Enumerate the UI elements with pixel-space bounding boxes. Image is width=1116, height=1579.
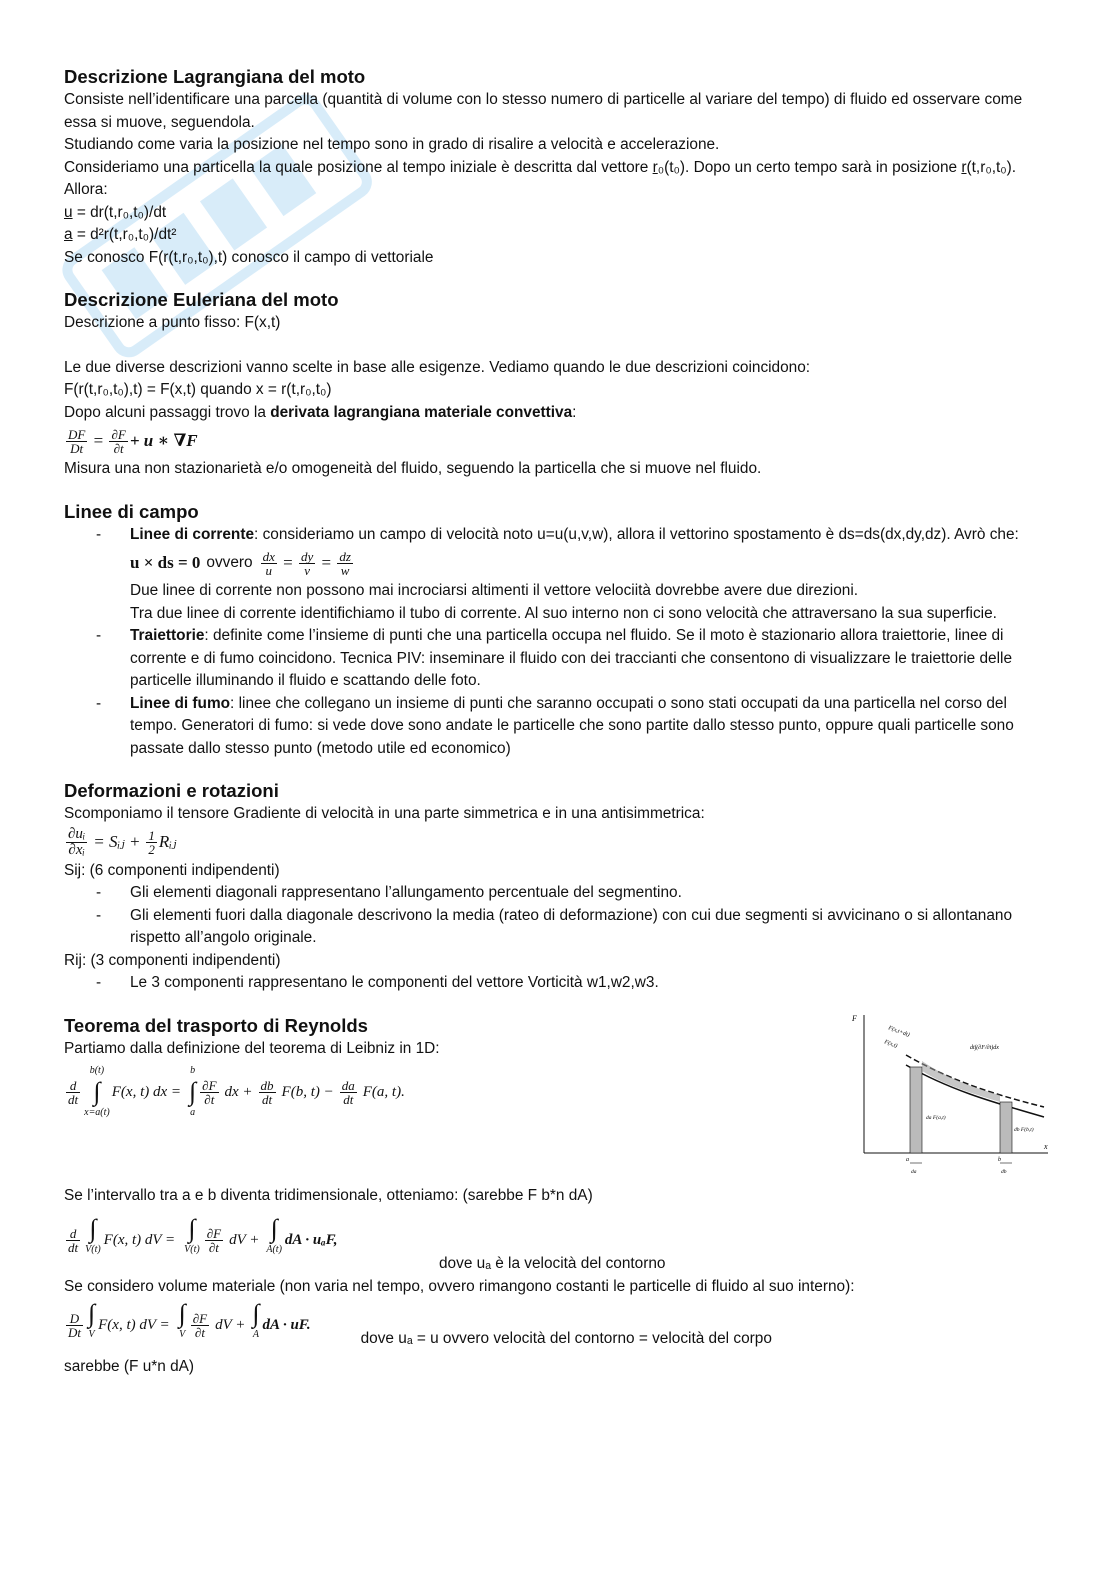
text: db xyxy=(260,1077,274,1093)
bullet-dash: - xyxy=(96,694,102,712)
text: da xyxy=(341,1077,355,1093)
fraction xyxy=(299,550,315,577)
paragraph: Scomponiamo il tensore Gradiente di velocità in una parte simmetrica e in una antisimmetrica: xyxy=(64,805,705,822)
label-f-t-dt: F(x,t+dt) xyxy=(887,1024,911,1038)
fraction xyxy=(340,1079,357,1106)
section-title: Descrizione Lagrangiana del moto xyxy=(64,66,366,87)
section-title: Descrizione Euleriana del moto xyxy=(64,289,339,310)
text: DF xyxy=(68,426,86,442)
integral xyxy=(85,1213,101,1262)
list-item xyxy=(96,625,1054,693)
text: ∂uᵢ xyxy=(68,826,86,842)
label-a: a xyxy=(906,1156,909,1163)
text: Consideriamo una particella la quale posizione al tempo iniziale è descritta dal vettore xyxy=(64,158,653,176)
acceleration-formula xyxy=(64,224,1054,247)
text: dx xyxy=(262,548,275,564)
text: Dopo alcuni passaggi trovo la xyxy=(64,403,271,421)
text: dA · uF. xyxy=(262,1316,311,1333)
fraction xyxy=(191,1312,209,1339)
text: ∂F xyxy=(202,1077,217,1093)
section-deformations xyxy=(64,778,1054,995)
spacer xyxy=(64,335,1054,357)
integral-sign: ∫ xyxy=(88,1298,96,1328)
list-item xyxy=(96,905,1054,950)
velocity-formula xyxy=(64,202,1054,225)
text: dz xyxy=(339,548,351,564)
text: x=a(t) xyxy=(84,1107,110,1118)
section-reynolds xyxy=(64,1013,1054,1379)
section-title: Deformazioni e rotazioni xyxy=(64,780,279,801)
section-title: Linee di campo xyxy=(64,500,199,522)
integral-sign: ∫ xyxy=(252,1298,260,1328)
material-volume-row xyxy=(64,1298,1054,1352)
text: w xyxy=(340,562,350,578)
fraction xyxy=(66,1227,80,1254)
text: a xyxy=(64,226,73,243)
text: ∂F xyxy=(192,1310,208,1326)
text: V xyxy=(88,1328,95,1340)
integral xyxy=(189,1060,196,1125)
text: Traiettorie xyxy=(130,627,205,644)
text: = Sᵢⱼ + xyxy=(93,832,141,852)
text: derivata lagrangiana materiale convettiva xyxy=(270,403,573,421)
paragraph: sarebbe (F u*n dA) xyxy=(64,1358,195,1375)
text: : linee che collegano un insieme di punti che saranno occupati o sono stati occupati da una particella nel corso del tempo. Generatori di fumo: si vede dove sono andate le particelle che sono partite dallo stesso punto, oppure quali particelle sono passate dallo stesso punto (metodo utile ed economico) xyxy=(130,694,1014,757)
label-da-width: da xyxy=(911,1168,917,1175)
text: u × ds = 0 xyxy=(130,552,201,572)
paragraph: Sij: (6 componenti indipendenti) xyxy=(64,861,280,879)
text: D xyxy=(66,1312,83,1326)
text: dt xyxy=(68,1091,79,1107)
paragraph: dove uₐ è la velocità del contorno xyxy=(439,1255,666,1272)
label-db-width: db xyxy=(1001,1168,1007,1175)
text: ∂xᵢ xyxy=(68,842,85,858)
paragraph: Due linee di corrente non possono mai incrociarsi altimenti il vettore velociità dovrebbe avere due direzioni. xyxy=(130,582,859,599)
integral xyxy=(178,1298,186,1347)
text: ∂F xyxy=(111,426,126,442)
text: V(t) xyxy=(184,1243,200,1255)
strip-b xyxy=(1000,1102,1012,1153)
bullet-list xyxy=(96,524,1054,761)
fraction xyxy=(66,1312,83,1339)
label-b: b xyxy=(998,1156,1001,1163)
paragraph: Tra due linee di corrente identifichiamo il tubo di corrente. Al suo interno non ci sono velocità che attraversano la sua superficie. xyxy=(130,604,997,622)
list-item xyxy=(96,693,1054,761)
text: r xyxy=(961,158,967,176)
fraction xyxy=(261,550,277,577)
paragraph xyxy=(130,524,1054,547)
bullet-list xyxy=(96,972,1054,995)
integral-sign: ∫ xyxy=(189,1077,197,1106)
fraction xyxy=(66,428,87,455)
streamline-equation xyxy=(130,546,1054,580)
material-derivative-equation xyxy=(64,424,1054,458)
text: Dt xyxy=(68,1324,81,1340)
y-axis-label: F xyxy=(852,1013,857,1023)
text: ∂F xyxy=(206,1225,222,1241)
text: = xyxy=(89,430,108,450)
paragraph: Studiando come varia la posizione nel tempo sono in grado di risalire a velocità e accelerazione. xyxy=(64,136,720,153)
paragraph: Partiamo dalla definizione del teorema di Leibniz in 1D: xyxy=(64,1039,440,1057)
list-item xyxy=(96,972,1054,995)
fraction xyxy=(337,550,353,577)
text: = d²r(t,r₀,t₀)/dt² xyxy=(72,226,177,243)
text: dV + xyxy=(229,1231,260,1248)
text: b xyxy=(190,1064,196,1076)
text: ∂t xyxy=(208,1239,219,1255)
list-item-text xyxy=(130,693,1054,761)
text: ∂t xyxy=(204,1091,215,1107)
text: V xyxy=(179,1328,186,1340)
text: ∂t xyxy=(113,440,124,456)
paragraph: Se l’intervallo tra a e b diventa tridimensionale, otteniamo: (sarebbe F b*n dA) xyxy=(64,1186,593,1204)
fraction xyxy=(200,1079,218,1106)
fraction xyxy=(66,827,87,858)
list-item-text: Gli elementi diagonali rappresentano l’allungamento percentuale del segmentino. xyxy=(130,884,682,901)
section-eulerian xyxy=(64,287,1054,481)
bullet-dash: - xyxy=(96,525,102,543)
curve-f-t-dt xyxy=(906,1055,1044,1107)
text: A xyxy=(252,1328,259,1340)
text: dy xyxy=(300,548,314,564)
reynolds-intro xyxy=(64,1013,828,1179)
integral xyxy=(184,1213,200,1262)
reynolds-material-equation xyxy=(64,1298,311,1352)
label-da: da F(a,t) xyxy=(926,1114,946,1121)
paragraph: Misura una non stazionarietà e/o omogeneità del fluido, seguendo la particella che si muove nel fluido. xyxy=(64,460,762,477)
text: Rᵢⱼ xyxy=(158,832,177,852)
label-integral: dt∫(∂F/∂t)dx xyxy=(970,1044,999,1051)
integral xyxy=(84,1060,110,1125)
section-lagrangian xyxy=(64,64,1054,269)
text: V(t) xyxy=(85,1243,101,1255)
paragraph xyxy=(64,402,1054,425)
text: Linee di fumo xyxy=(130,694,231,712)
bullet-dash: - xyxy=(96,627,102,644)
text: F(b, t) − xyxy=(281,1083,334,1100)
text: = dr(t,r₀,t₀)/dt xyxy=(72,203,167,221)
text: dA · uₐF, xyxy=(284,1231,338,1248)
text: a xyxy=(190,1107,196,1118)
integral-sign: ∫ xyxy=(270,1213,278,1243)
text: u xyxy=(265,562,272,578)
paragraph: dove uₐ = u ovvero velocità del contorno = velocità del corpo xyxy=(360,1329,772,1347)
text: : xyxy=(572,403,577,421)
integral xyxy=(88,1298,96,1347)
leibniz-figure xyxy=(848,1007,1054,1179)
bullet-dash: - xyxy=(96,974,102,991)
text: 1 xyxy=(148,828,155,843)
text: v xyxy=(304,562,311,578)
text: : consideriamo un campo di velocità noto u=u(u,v,w), allora il vettorino spostamento è ds=ds(dx,dy,dz). Avrò che: xyxy=(254,525,1019,543)
integral xyxy=(266,1213,282,1262)
paragraph: Se conosco F(r(t,r₀,t₀),t) conosco il campo di vettoriale xyxy=(64,248,434,266)
text: = xyxy=(278,552,297,572)
text: u xyxy=(64,203,73,221)
fraction xyxy=(259,1079,276,1106)
paragraph: Descrizione a punto fisso: F(x,t) xyxy=(64,314,281,331)
strip-a xyxy=(910,1067,922,1153)
text: A(t) xyxy=(266,1243,282,1255)
list-item xyxy=(96,882,1054,905)
shaded-band xyxy=(922,1061,1000,1102)
bullet-dash: - xyxy=(96,906,102,924)
text: dt xyxy=(343,1091,354,1107)
fraction xyxy=(109,428,127,455)
bullet-list xyxy=(96,882,1054,950)
fraction xyxy=(205,1227,223,1254)
text: + u ∗ ∇F xyxy=(129,430,198,450)
paragraph: Consiste nell’identificare una parcella (quantità di volume con lo stesso numero di particelle al variare del tempo) di fluido ed osservare come essa si muove, seguendola. xyxy=(64,91,1023,131)
paragraph: F(r(t,r₀,t₀),t) = F(x,t) quando x = r(t,r₀,t₀) xyxy=(64,381,332,398)
velocity-gradient-equation xyxy=(64,826,1054,860)
text: dV + xyxy=(215,1316,246,1333)
bullet-dash: - xyxy=(96,884,102,901)
leibniz-equation xyxy=(64,1060,828,1124)
text: = xyxy=(317,552,336,572)
text: F(x, t) dx = xyxy=(111,1083,182,1100)
text: F(x, t) dV = xyxy=(98,1316,170,1333)
list-item-text xyxy=(130,625,1054,693)
label-f-t: F(x,t) xyxy=(883,1038,899,1049)
x-axis-label: x xyxy=(1044,1141,1048,1151)
integral-sign: ∫ xyxy=(178,1298,186,1328)
text: (t,r₀,t₀). Allora: xyxy=(64,158,1017,198)
text: d xyxy=(66,1227,80,1241)
text: ∂t xyxy=(194,1324,205,1340)
label-db: db F(b,t) xyxy=(1014,1126,1034,1133)
paragraph xyxy=(64,157,1054,202)
text: dt xyxy=(68,1239,79,1255)
text: dt xyxy=(261,1091,273,1107)
paragraph: Se considero volume materiale (non varia nel tempo, ovvero rimangono costanti le particelle di fluido al suo interno): xyxy=(64,1277,855,1295)
list-item-text xyxy=(130,524,1054,626)
document-content xyxy=(64,64,1054,1379)
integral xyxy=(252,1298,260,1347)
text: : definite come l’insieme di punti che una particella occupa nel fluido. Se il moto è stazionario allora traiettorie, linee di corrente e di fumo coincidono. Tecnica PIV: inseminare il fluido con dei traccianti che consentono di visualizzare le traiettorie delle particelle illuminando il fluido e scattando delle foto. xyxy=(130,627,1013,689)
text: F(x, t) dV = xyxy=(103,1231,176,1248)
text: F(a, t). xyxy=(362,1083,405,1100)
reynolds-header-row xyxy=(64,1013,1054,1179)
paragraph: Rij: (3 componenti indipendenti) xyxy=(64,951,281,969)
list-item-text: Le 3 componenti rappresentano le componenti del vettore Vorticità w1,w2,w3. xyxy=(130,974,659,991)
text: ₀(t₀). Dopo un certo tempo sarà in posizione xyxy=(657,158,962,176)
integral-sign: ∫ xyxy=(89,1213,97,1243)
section-title: Teorema del trasporto di Reynolds xyxy=(64,1014,368,1036)
fraction xyxy=(146,829,157,856)
text: r xyxy=(652,158,658,176)
text: Dt xyxy=(70,440,84,456)
integral-sign: ∫ xyxy=(188,1213,196,1243)
section-field-lines xyxy=(64,499,1054,761)
list-item xyxy=(96,524,1054,626)
text: d xyxy=(66,1079,80,1093)
integral-sign: ∫ xyxy=(93,1077,101,1106)
paragraph: Le due diverse descrizioni vanno scelte in base alle esigenze. Vediamo quando le due descrizioni coincidono: xyxy=(64,358,811,376)
text: dx + xyxy=(224,1083,253,1100)
text: 2 xyxy=(148,842,155,857)
text: Linee di corrente xyxy=(130,525,255,543)
text: ovvero xyxy=(206,553,253,571)
fraction xyxy=(66,1079,80,1106)
text: b(t) xyxy=(89,1064,105,1076)
list-item-text: Gli elementi fuori dalla diagonale descrivono la media (rateo di deformazione) con cui due segmenti si avvicinano o si allontanano rispetto all’angolo originale. xyxy=(130,906,1013,946)
